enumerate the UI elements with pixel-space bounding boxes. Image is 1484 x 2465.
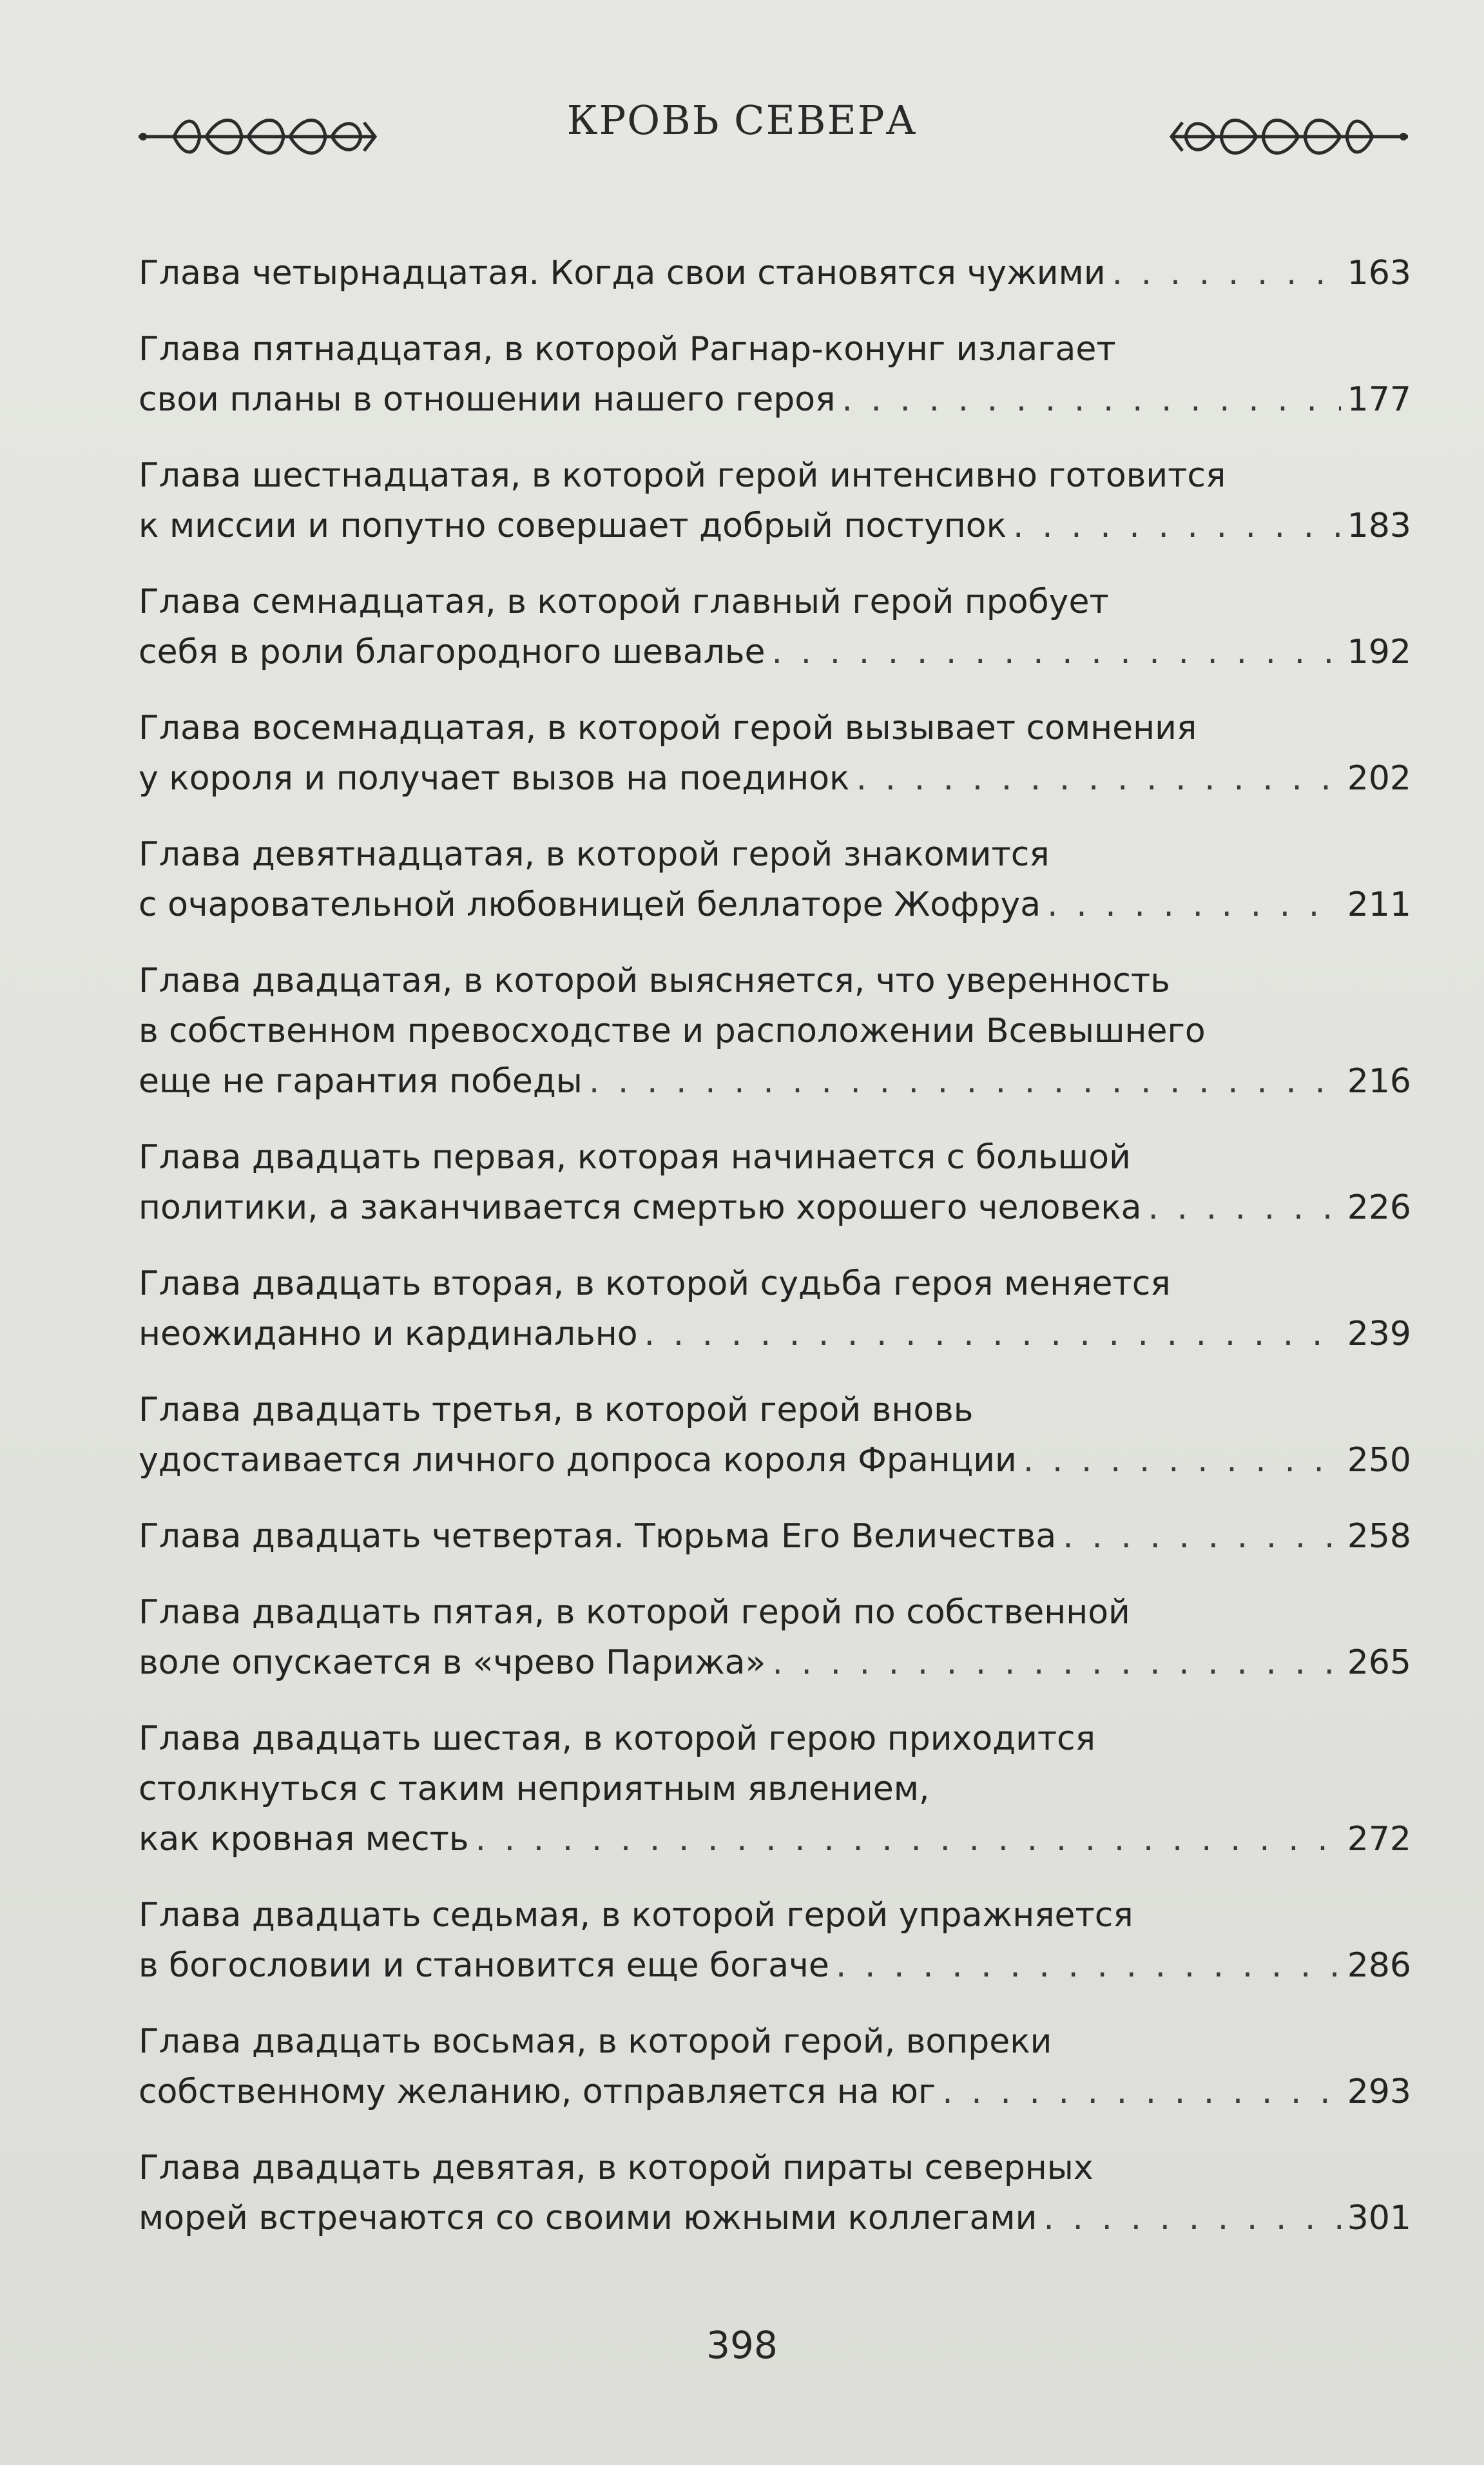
vine-ornament-icon xyxy=(1166,110,1411,161)
running-title: КРОВЬ СЕВЕРА xyxy=(566,97,918,144)
dot-leader xyxy=(772,1638,1340,1688)
dot-leader xyxy=(1112,248,1341,298)
toc-entry-title: еще не гарантия победы xyxy=(139,1062,583,1101)
toc-entry-line: Глава шестнадцатая, в которой герой интенсивно готовится xyxy=(139,456,1226,495)
toc-entry xyxy=(139,956,1411,1107)
toc-entry-page-number: 265 xyxy=(1347,1643,1411,1682)
dot-leader xyxy=(836,1940,1341,1991)
toc-entry-title: морей встречаются со своими южными коллегами xyxy=(139,2199,1037,2238)
toc-entry-line xyxy=(139,880,1411,930)
dot-leader xyxy=(772,627,1341,677)
toc-entry xyxy=(139,324,1411,425)
dot-leader xyxy=(476,1814,1341,1864)
toc-entry xyxy=(139,1587,1411,1688)
toc-entry-line: Глава двадцать седьмая, в которой герой упражняется xyxy=(139,1896,1133,1935)
toc-entry-line xyxy=(139,2067,1411,2117)
toc-entry-line: столкнуться с таким неприятным явлением, xyxy=(139,1770,930,1808)
table-of-contents xyxy=(139,248,1411,2269)
toc-entry-page-number: 177 xyxy=(1347,380,1411,419)
toc-entry-title: политики, а заканчивается смертью хорошего человека xyxy=(139,1188,1142,1227)
toc-entry xyxy=(139,1890,1411,1991)
toc-entry-line: Глава семнадцатая, в которой главный герой пробует xyxy=(139,583,1109,621)
toc-entry xyxy=(139,1259,1411,1359)
dot-leader xyxy=(842,374,1340,425)
toc-entry-page-number: 226 xyxy=(1347,1188,1411,1227)
dot-leader xyxy=(1063,1511,1340,1561)
toc-entry-title: собственному желанию, отправляется на юг xyxy=(139,2073,936,2111)
toc-entry-page-number: 286 xyxy=(1347,1946,1411,1985)
toc-entry-page-number: 301 xyxy=(1347,2199,1411,2238)
toc-entry-title: воле опускается в «чрево Парижа» xyxy=(139,1643,766,1682)
toc-entry-page-number: 272 xyxy=(1347,1820,1411,1859)
toc-entry-page-number: 239 xyxy=(1347,1315,1411,1353)
dot-leader xyxy=(589,1056,1341,1107)
toc-entry-line xyxy=(139,1183,1411,1233)
toc-entry-line: Глава девятнадцатая, в которой герой знакомится xyxy=(139,835,1050,874)
toc-entry-line xyxy=(139,1511,1411,1561)
toc-entry xyxy=(139,1511,1411,1561)
toc-entry-page-number: 163 xyxy=(1347,254,1411,293)
toc-entry-title: как кровная месть xyxy=(139,1820,469,1859)
toc-entry xyxy=(139,1385,1411,1485)
toc-entry xyxy=(139,703,1411,804)
toc-entry-title: у короля и получает вызов на поединок xyxy=(139,759,850,798)
toc-entry-line: Глава двадцать первая, которая начинается с большой xyxy=(139,1138,1131,1177)
toc-entry-page-number: 211 xyxy=(1347,885,1411,924)
toc-entry-page-number: 216 xyxy=(1347,1062,1411,1101)
toc-entry-line xyxy=(139,1309,1411,1359)
toc-entry-line xyxy=(139,248,1411,298)
toc-entry-line: Глава двадцатая, в которой выясняется, что уверенность xyxy=(139,962,1170,1000)
toc-entry-title: Глава двадцать четвертая. Тюрьма Его Величества xyxy=(139,1517,1057,1556)
toc-entry-line xyxy=(139,1638,1411,1688)
toc-entry xyxy=(139,248,1411,298)
toc-entry xyxy=(139,2016,1411,2117)
toc-entry-title: свои планы в отношении нашего героя xyxy=(139,380,836,419)
toc-entry-line xyxy=(139,627,1411,677)
toc-entry xyxy=(139,450,1411,551)
toc-entry-line xyxy=(139,1940,1411,1991)
toc-entry-line: Глава пятнадцатая, в которой Рагнар-конунг излагает xyxy=(139,330,1116,369)
toc-entry-page-number: 192 xyxy=(1347,633,1411,672)
toc-entry-line: Глава двадцать восьмая, в которой герой, вопреки xyxy=(139,2022,1052,2061)
toc-entry-line: Глава двадцать шестая, в которой герою приходится xyxy=(139,1719,1096,1758)
toc-entry-line xyxy=(139,753,1411,804)
page-number: 398 xyxy=(706,2323,778,2367)
dot-leader xyxy=(1047,880,1341,930)
toc-entry-title: Глава четырнадцатая. Когда свои становятся чужими xyxy=(139,254,1106,293)
toc-entry xyxy=(139,829,1411,930)
toc-entry-line: Глава восемнадцатая, в которой герой вызывает сомнения xyxy=(139,709,1197,748)
toc-entry-title: неожиданно и кардинально xyxy=(139,1315,638,1353)
dot-leader xyxy=(1023,1435,1341,1485)
toc-entry-line: Глава двадцать вторая, в которой судьба героя меняется xyxy=(139,1264,1171,1303)
toc-entry-line: Глава двадцать пятая, в которой герой по собственной xyxy=(139,1593,1130,1632)
toc-entry-title: к миссии и попутно совершает добрый поступок xyxy=(139,507,1007,545)
dot-leader xyxy=(1148,1183,1340,1233)
toc-entry-line xyxy=(139,2193,1411,2243)
toc-entry xyxy=(139,1132,1411,1233)
toc-entry-line xyxy=(139,1435,1411,1485)
running-header xyxy=(0,71,1484,174)
toc-entry-title: удостаивается личного допроса короля Франции xyxy=(139,1441,1017,1480)
toc-entry-title: с очаровательной любовницей беллаторе Жофруа xyxy=(139,885,1041,924)
toc-entry-line: Глава двадцать девятая, в которой пираты северных xyxy=(139,2149,1094,2187)
toc-entry xyxy=(139,1714,1411,1864)
toc-entry-line: Глава двадцать третья, в которой герой вновь xyxy=(139,1391,974,1429)
toc-entry-title: себя в роли благородного шевалье xyxy=(139,633,766,672)
toc-entry-page-number: 258 xyxy=(1347,1517,1411,1556)
toc-entry-line xyxy=(139,374,1411,425)
dot-leader xyxy=(856,753,1340,804)
toc-entry-page-number: 183 xyxy=(1347,507,1411,545)
dot-leader xyxy=(644,1309,1341,1359)
toc-entry-page-number: 250 xyxy=(1347,1441,1411,1480)
toc-entry xyxy=(139,577,1411,677)
toc-entry-title: в богословии и становится еще богаче xyxy=(139,1946,829,1985)
toc-entry-line xyxy=(139,1814,1411,1864)
toc-entry-line xyxy=(139,501,1411,551)
toc-entry-page-number: 293 xyxy=(1347,2073,1411,2111)
toc-entry-line xyxy=(139,1056,1411,1107)
toc-entry xyxy=(139,2143,1411,2243)
toc-entry-line: в собственном превосходстве и расположении Всевышнего xyxy=(139,1012,1206,1050)
dot-leader xyxy=(1043,2193,1340,2243)
dot-leader xyxy=(1013,501,1341,551)
dot-leader xyxy=(942,2067,1341,2117)
toc-entry-page-number: 202 xyxy=(1347,759,1411,798)
